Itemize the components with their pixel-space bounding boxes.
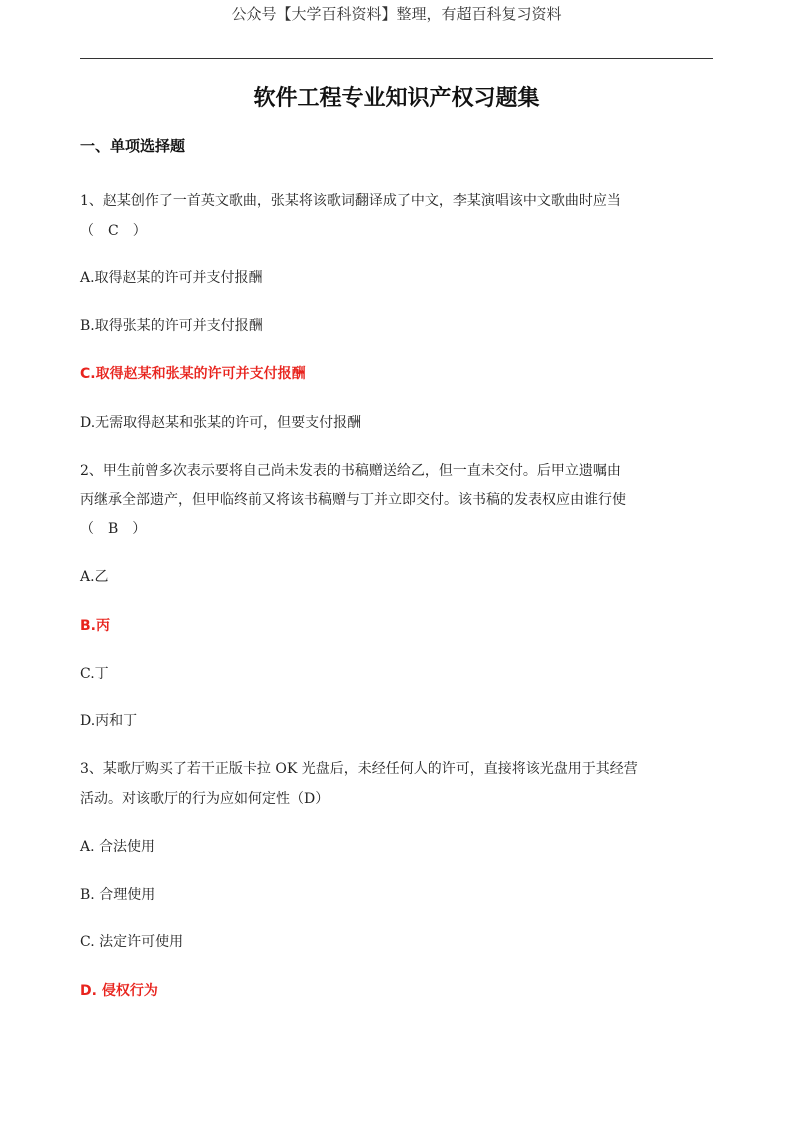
- question-2-option-b-correct: B.丙: [80, 618, 110, 634]
- question-1-option-b: B.取得张某的许可并支付报酬: [80, 318, 263, 334]
- question-2-answer-bracket: （ B ）: [80, 521, 147, 537]
- question-1-option-d: D.无需取得赵某和张某的许可，但要支付报酬: [80, 415, 362, 431]
- question-3-option-c: C. 法定许可使用: [80, 934, 184, 950]
- question-1-text: 1、赵某创作了一首英文歌曲，张某将该歌词翻译成了中文，李某演唱该中文歌曲时应当: [80, 193, 621, 209]
- question-2-option-c: C.丁: [80, 666, 109, 682]
- question-2-option-d: D.丙和丁: [80, 713, 138, 729]
- question-3-option-d-correct: D. 侵权行为: [80, 983, 158, 999]
- question-3-option-b: B. 合理使用: [80, 887, 156, 903]
- question-1-option-a: A.取得赵某的许可并支付报酬: [80, 270, 263, 286]
- question-1-option-c-correct: C.取得赵某和张某的许可并支付报酬: [80, 366, 306, 382]
- question-1-answer-bracket: （ C ）: [80, 223, 147, 239]
- question-3-text-line-1: 3、某歌厅购买了若干正版卡拉 OK 光盘后，未经任何人的许可，直接将该光盘用于其经营: [80, 761, 638, 777]
- header-divider: [80, 58, 713, 59]
- question-2-option-a: A.乙: [80, 569, 109, 585]
- question-2-text-line-2: 丙继承全部遗产，但甲临终前又将该书稿赠与丁并立即交付。该书稿的发表权应由谁行使: [80, 492, 626, 508]
- document-title: 软件工程专业知识产权习题集: [253, 86, 540, 111]
- question-3-text-line-2: 活动。对该歌厅的行为应如何定性（D）: [80, 791, 330, 807]
- question-2-text-line-1: 2、甲生前曾多次表示要将自己尚未发表的书稿赠送给乙，但一直未交付。后甲立遗嘱由: [80, 463, 621, 479]
- question-3-option-a: A. 合法使用: [80, 839, 156, 855]
- section-heading: 一、单项选择题: [80, 137, 186, 155]
- page-header: 公众号【大学百科资料】整理，有超百科复习资料: [231, 5, 562, 23]
